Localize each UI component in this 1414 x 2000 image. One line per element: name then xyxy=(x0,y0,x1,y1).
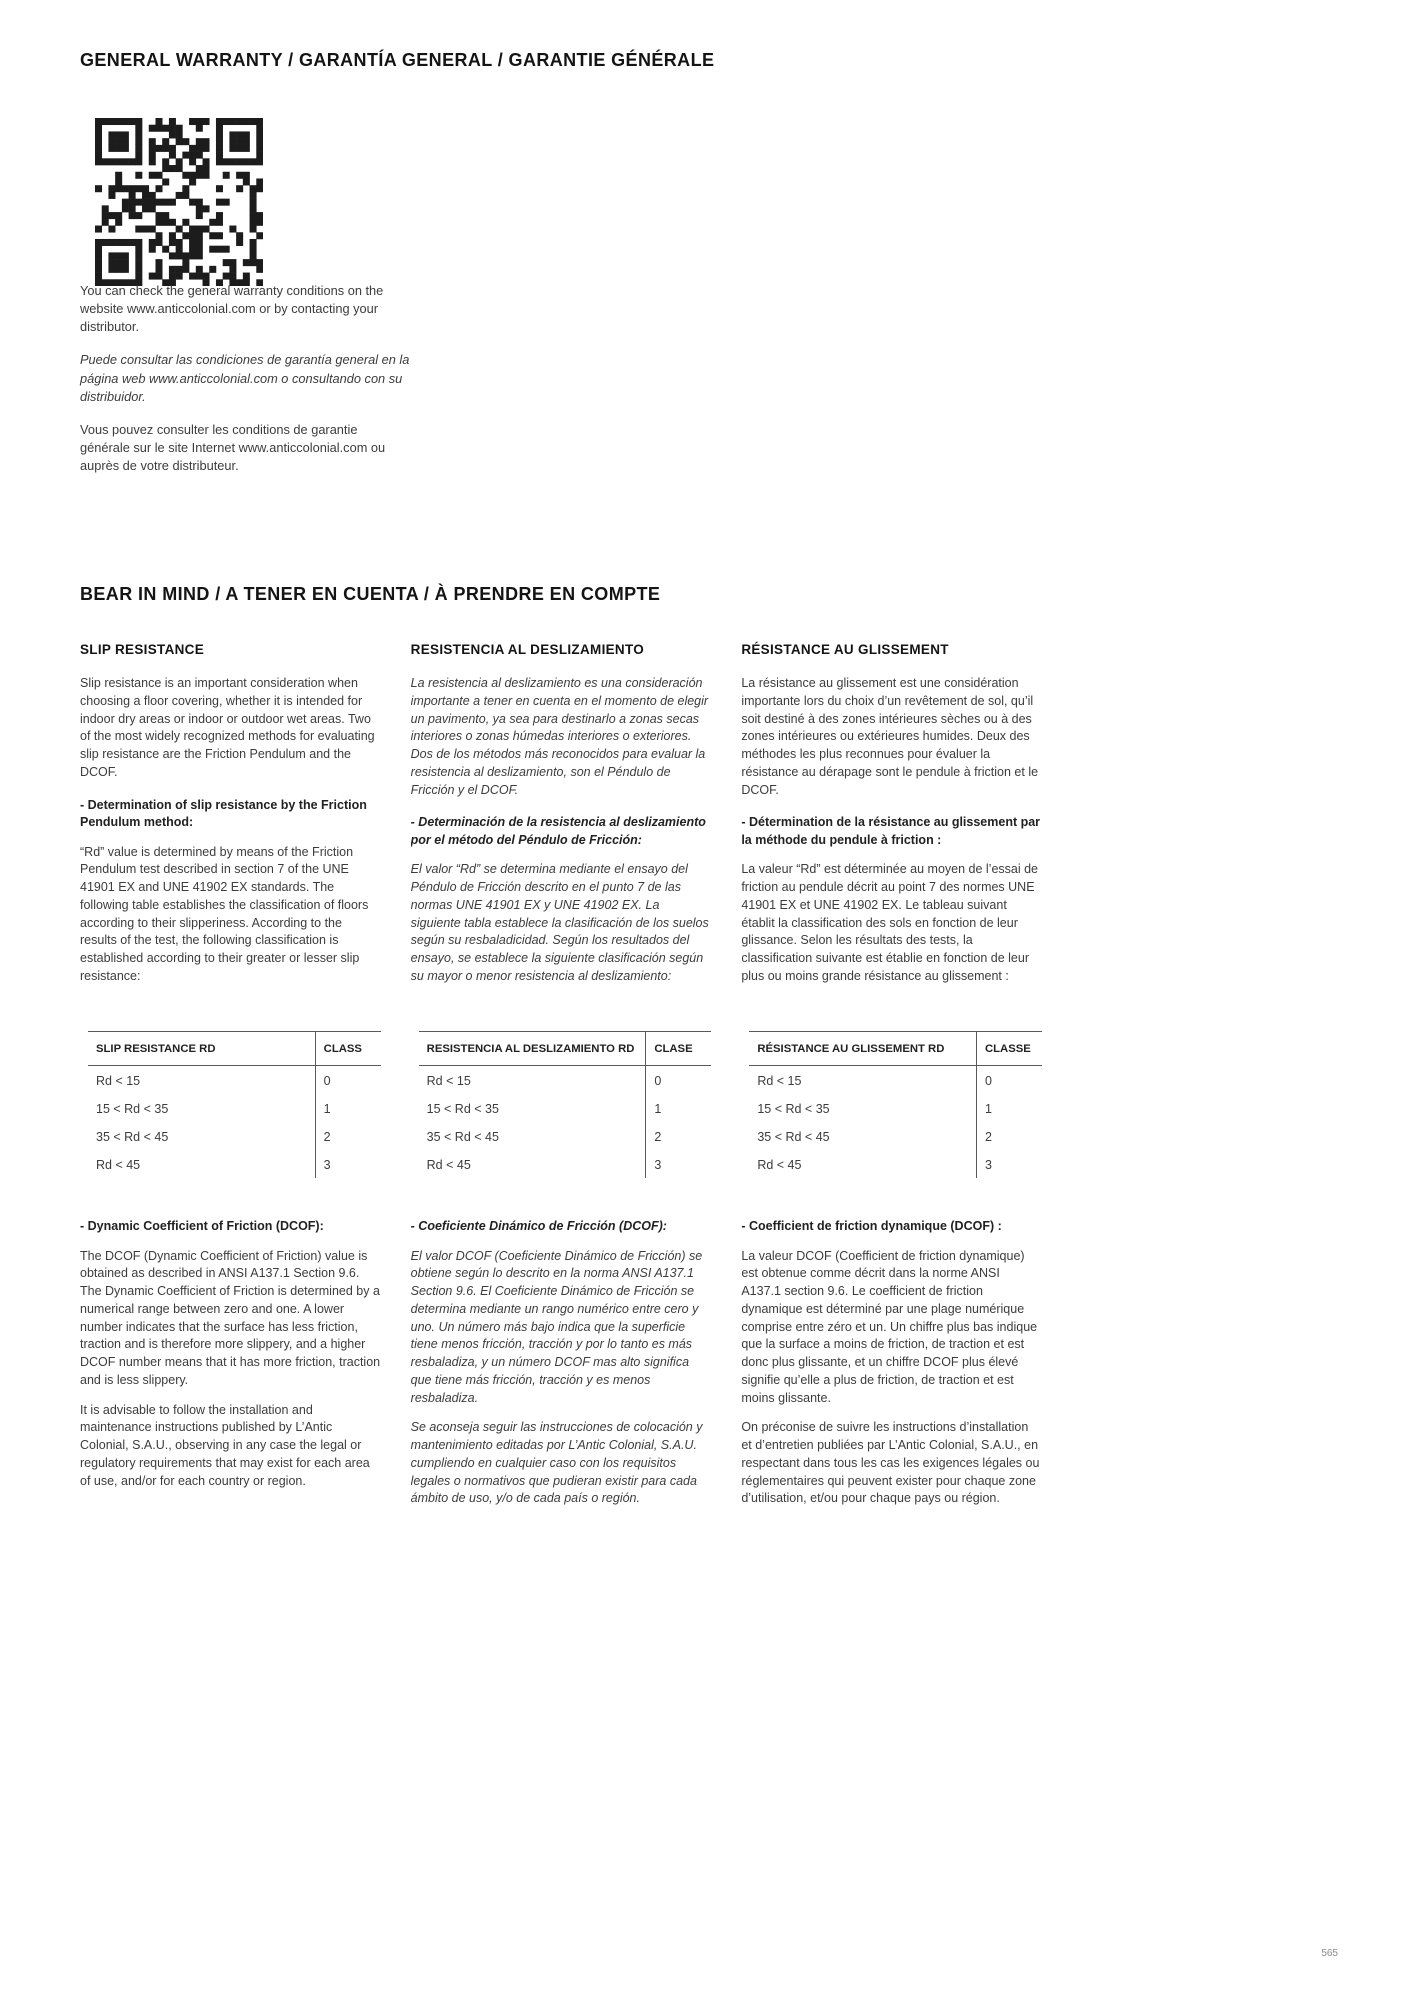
warranty-paragraph-es: Puede consultar las condiciones de garantía general en la página web www.anticcolonial.com o consultando con su distribuidor. xyxy=(80,352,410,404)
column-slip-resistance-en xyxy=(80,642,381,1520)
table-cell-range: 35 < Rd < 45 xyxy=(757,1130,830,1144)
table-row xyxy=(749,1150,1042,1178)
pendulum-method-paragraph: La valeur “Rd” est déterminée au moyen de l’essai de friction au pendule décrit au point 7 des normes UNE 41901 EX et UNE 41902 EX. Le tableau suivant établit la classification des sols en fonction de leur glissance. Selon les résultats des tests, la classification suivante est établie en fonction de leur plus ou moins grande résistance au glissement : xyxy=(741,862,1039,983)
column-heading-es: RESISTENCIA AL DESLIZAMIENTO xyxy=(410,642,645,657)
table-cell-class: 0 xyxy=(645,1066,711,1094)
table-header-rd: SLIP RESISTANCE RD xyxy=(96,1043,216,1055)
pendulum-method-heading: - Determinación de la resistencia al deslizamiento por el método del Péndulo de Fricción: xyxy=(410,815,706,847)
column-heading-fr: RÉSISTANCE AU GLISSEMENT xyxy=(741,642,949,657)
slip-table-en xyxy=(80,1031,381,1203)
table-row xyxy=(749,1066,1042,1094)
column-intro-en xyxy=(80,675,381,1031)
pendulum-method-heading: - Détermination de la résistance au glissement par la méthode du pendule à friction : xyxy=(741,815,1041,847)
table-cell-range: Rd < 45 xyxy=(96,1158,141,1172)
table-cell-range: Rd < 15 xyxy=(426,1074,471,1088)
table-cell-range: Rd < 15 xyxy=(757,1074,802,1088)
table-cell-class: 2 xyxy=(645,1122,711,1150)
bear-in-mind-title: BEAR IN MIND / A TENER EN CUENTA / À PRENDRE EN COMPTE xyxy=(80,584,661,604)
table-cell-class: 1 xyxy=(976,1094,1042,1122)
dcof-paragraph: El valor DCOF (Coeficiente Dinámico de Fricción) se obtiene según lo descrito en la norma ANSI A137.1 Section 9.6. El Coeficiente Dinámico de Fricción se determina mediante un rango numérico entre cero y uno. Un número más bajo indica que la superficie tiene menos fricción, tracción y por lo tanto es más resbaladiza, y un número DCOF mas alto significa que tiene más fricción, tracción y es menos resbaladiza. xyxy=(410,1248,703,1405)
intro-paragraph: Slip resistance is an important consideration when choosing a floor covering, whether it is intended for indoor dry areas or indoor or outdoor wet areas. Two of the most widely recognized methods for evaluating slip resistance are the Friction Pendulum and the DCOF. xyxy=(80,676,375,779)
warranty-text-block xyxy=(80,282,410,490)
maintenance-paragraph: On préconise de suivre les instructions d’installation et d’entretien publiées par L’Antic Colonial, S.A.U., en respectant dans tous les cas les exigences légales ou réglementaires qui peuvent exister pour chaque zone d’utilisation, et/ou pour chaque pays ou région. xyxy=(741,1420,1040,1506)
slip-table-es xyxy=(411,1031,712,1203)
page-number: 565 xyxy=(1321,1948,1338,1959)
column-intro-es xyxy=(411,675,712,1031)
table-cell-range: 15 < Rd < 35 xyxy=(96,1102,169,1116)
table-header-class: CLASS xyxy=(315,1032,381,1065)
table-cell-range: Rd < 15 xyxy=(96,1074,141,1088)
table-header-rd: RESISTENCIA AL DESLIZAMIENTO RD xyxy=(426,1043,635,1055)
table-cell-range: 15 < Rd < 35 xyxy=(757,1102,830,1116)
warranty-paragraph-fr: Vous pouvez consulter les conditions de garantie générale sur le site Internet www.anticcolonial.com ou auprès de votre distributeur. xyxy=(80,421,386,474)
table-cell-range: Rd < 45 xyxy=(757,1158,802,1172)
table-header-class: CLASSE xyxy=(976,1032,1042,1065)
pendulum-method-paragraph: “Rd” value is determined by means of the Friction Pendulum test described in section 7 of the UNE 41901 EX and UNE 41902 EX standards. The following table establishes the classification of floors according to their slipperiness. According to the results of the test, the following classification is established according to their greater or lesser slip resistance: xyxy=(80,844,369,983)
page-title: GENERAL WARRANTY / GARANTÍA GENERAL / GARANTIE GÉNÉRALE xyxy=(80,50,715,70)
qr-code-icon xyxy=(95,118,263,286)
table-cell-range: 35 < Rd < 45 xyxy=(96,1130,169,1144)
column-intro-fr xyxy=(741,675,1042,1031)
table-cell-class: 2 xyxy=(315,1122,381,1150)
table-cell-range: 35 < Rd < 45 xyxy=(426,1130,499,1144)
table-row xyxy=(419,1066,712,1094)
three-column-section xyxy=(80,642,1042,1520)
intro-paragraph: La résistance au glissement est une considération importante lors du choix d’un revêtement de sol, qu’il soit destiné à des zones intérieures sèches ou à des zones intérieures ou extérieures humides. Deux des méthodes les plus reconnues pour évaluer la résistance au dérapage sont le pendule à friction et le DCOF. xyxy=(741,676,1039,797)
table-cell-class: 3 xyxy=(976,1150,1042,1178)
pendulum-method-paragraph: El valor “Rd” se determina mediante el ensayo del Péndulo de Fricción descrito en el punto 7 de las normas UNE 41901 EX y UNE 41902 EX. La siguiente tabla establece la clasificación de los suelos según su resbaladicidad. Según los resultados del ensayo, se establece la siguiente clasificación según su mayor o menor resistencia al deslizamiento: xyxy=(410,862,709,983)
column-slip-resistance-es xyxy=(411,642,712,1520)
slip-table-fr xyxy=(741,1031,1042,1203)
dcof-heading: - Coefficient de friction dynamique (DCOF) : xyxy=(741,1219,1002,1233)
dcof-paragraph: The DCOF (Dynamic Coefficient of Friction) value is obtained as described in ANSI A137.1 Section 9.6. The Dynamic Coefficient of Friction is determined by a numerical range between zero and one. A lower number indicates that the surface has less friction, traction and is therefore more slippery, and a higher DCOF number means that it has more friction, traction and is less slippery. xyxy=(80,1248,381,1387)
table-cell-class: 0 xyxy=(315,1066,381,1094)
warranty-paragraph-en: You can check the general warranty conditions on the website www.anticcolonial.com or by contacting your distributor. xyxy=(80,283,384,335)
table-cell-range: Rd < 45 xyxy=(426,1158,471,1172)
table-row xyxy=(419,1150,712,1178)
table-header-rd: RÉSISTANCE AU GLISSEMENT RD xyxy=(757,1043,945,1055)
table-header-class: CLASE xyxy=(645,1032,711,1065)
column-heading-en: SLIP RESISTANCE xyxy=(80,642,205,657)
maintenance-paragraph: It is advisable to follow the installation and maintenance instructions published by L’Antic Colonial, S.A.U., observing in any case the legal or regulatory requirements that may exist for each area of use, and/or for each country or region. xyxy=(80,1402,370,1488)
table-row xyxy=(419,1122,712,1150)
table-cell-class: 3 xyxy=(645,1150,711,1178)
intro-paragraph: La resistencia al deslizamiento es una consideración importante a tener en cuenta en el momento de elegir un pavimento, ya sea para destinarlo a zonas secas interiores o zonas húmedas interiores o exteriores. Dos de los métodos más reconocidos para evaluar la resistencia al deslizamiento, son el Péndulo de Fricción y el DCOF. xyxy=(410,676,709,797)
table-row xyxy=(88,1066,381,1094)
table-cell-class: 1 xyxy=(315,1094,381,1122)
dcof-paragraph: La valeur DCOF (Coefficient de friction dynamique) est obtenue comme décrit dans la norme ANSI A137.1 section 9.6. Le coefficient de friction dynamique est déterminé par une plage numérique comprise entre zéro et un. Un chiffre plus bas indique que la surface a moins de friction, de traction et est donc plus glissante, et un chiffre DCOF plus élevé signifie qu’elle a plus de friction, de traction et est moins glissante. xyxy=(741,1248,1038,1405)
table-row xyxy=(749,1122,1042,1150)
maintenance-paragraph: Se aconseja seguir las instrucciones de colocación y mantenimiento editadas por L’Antic Colonial, S.A.U. cumpliendo en cualquier caso con los requisitos legales o normativos que pudieran existir para cada ámbito de uso, y/o de cada país o región. xyxy=(410,1420,703,1506)
table-row xyxy=(88,1150,381,1178)
dcof-heading: - Dynamic Coefficient of Friction (DCOF): xyxy=(80,1219,324,1233)
table-cell-class: 2 xyxy=(976,1122,1042,1150)
table-row xyxy=(419,1094,712,1122)
table-row xyxy=(749,1094,1042,1122)
table-cell-class: 1 xyxy=(645,1094,711,1122)
column-slip-resistance-fr xyxy=(741,642,1042,1520)
table-cell-range: 15 < Rd < 35 xyxy=(426,1102,499,1116)
table-cell-class: 3 xyxy=(315,1150,381,1178)
pendulum-method-heading: - Determination of slip resistance by the Friction Pendulum method: xyxy=(80,797,367,829)
table-cell-class: 0 xyxy=(976,1066,1042,1094)
table-row xyxy=(88,1122,381,1150)
table-row xyxy=(88,1094,381,1122)
dcof-heading: - Coeficiente Dinámico de Fricción (DCOF): xyxy=(410,1219,667,1233)
